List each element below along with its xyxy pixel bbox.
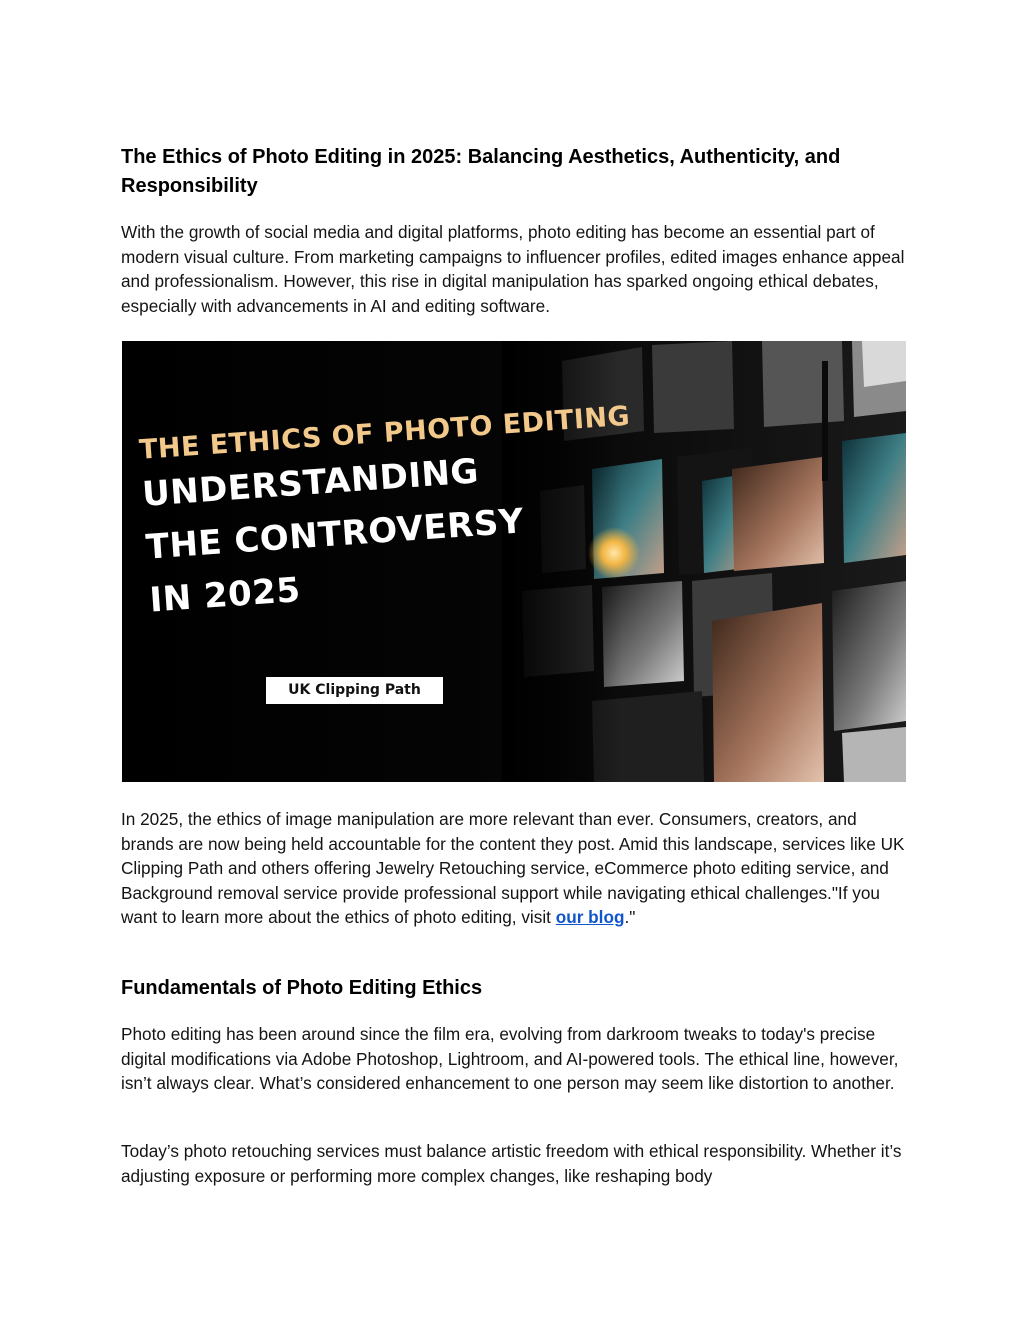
banner-image (122, 341, 906, 782)
banner-line-2: THE CONTROVERSY (144, 501, 526, 568)
intro-paragraph: With the growth of social media and digital platforms, photo editing has become an essential part of modern visual culture. From marketing campaigns to influencer profiles, edited images enhance appeal and professionalism. However, this rise in digital manipulation has sparked ongoing ethical debates, especially with advancements in AI and editing software. (121, 222, 905, 316)
context-paragraph-end: ." (624, 907, 636, 927)
banner-kicker: THE ETHICS OF PHOTO EDITING (138, 400, 632, 466)
context-paragraph (121, 807, 911, 930)
banner-brand-badge: UK Clipping Path (266, 677, 443, 704)
banner-line-1: UNDERSTANDING (140, 451, 481, 515)
retouching-paragraph: Today’s photo retouching services must balance artistic freedom with ethical responsibility. Whether it’s adjusting exposure or performing more complex changes, like reshaping body (121, 1141, 902, 1186)
context-paragraph-text: In 2025, the ethics of image manipulation are more relevant than ever. Consumers, creators, and brands are now being held accountable for the content they post. Amid this landscape, services like UK Clipping Path and others offering Jewelry Retouching service, eCommerce photo editing service, and Background removal service provide professional support while navigating ethical challenges."If you want to learn more about the ethics of photo editing, visit (121, 809, 905, 927)
section-heading-fundamentals: Fundamentals of Photo Editing Ethics (121, 977, 483, 999)
banner-headline (138, 397, 670, 628)
article-title: The Ethics of Photo Editing in 2025: Balancing Aesthetics, Authenticity, and Responsibility (121, 146, 841, 197)
fundamentals-paragraph: Photo editing has been around since the film era, evolving from darkroom tweaks to today's precise digital modifications via Adobe Photoshop, Lightroom, and AI-powered tools. The ethical line, however, isn’t always clear. What’s considered enhancement to one person may seem like distortion to another. (121, 1024, 899, 1093)
banner-line-3: IN 2025 (148, 570, 302, 621)
our-blog-link[interactable]: our blog (555, 907, 625, 927)
